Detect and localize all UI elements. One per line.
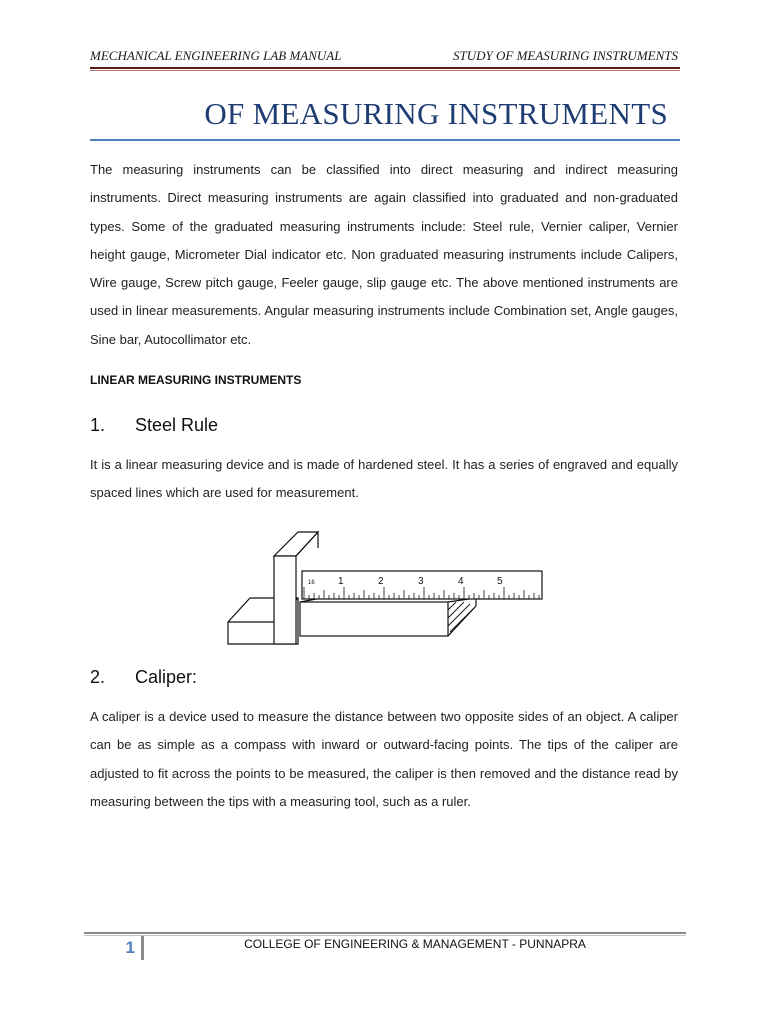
steel-rule-paragraph: It is a linear measuring device and is made of hardened steel. It has a series of engraved and equally spaced lines which are used for measurement. [90, 457, 678, 501]
page-header [90, 46, 678, 66]
caliper-paragraph: A caliper is a device used to measure the distance between two opposite sides of an object. A caliper can be as simple as a compass with inward or outward-facing points. The tips of the caliper are adjusted to fit across the points to be measured, the caliper is then removed and the distance read by measuring between the tips with a measuring tool, such as a ruler. [90, 709, 678, 809]
steel-rule-figure [226, 526, 546, 646]
section-subheading: LINEAR MEASURING INSTRUMENTS [90, 373, 302, 387]
header-rule [90, 67, 680, 69]
page-number: 1 [84, 936, 144, 960]
section-heading-steel-rule [90, 415, 218, 436]
page-title: OF MEASURING INSTRUMENTS [204, 96, 668, 131]
section-number: 2. [90, 667, 106, 687]
footer-rule-accent [84, 935, 686, 936]
footer-rule [84, 932, 686, 934]
scale-label: 1 [338, 576, 344, 587]
header-rule-accent [90, 70, 680, 71]
header-left-text: MECHANICAL ENGINEERING LAB MANUAL [90, 48, 342, 63]
scale-label: 4 [458, 576, 464, 587]
section-number: 1. [90, 415, 106, 435]
scale-label: 16 [308, 580, 315, 586]
section-heading-caliper [90, 667, 197, 688]
section-title: Caliper: [135, 667, 198, 687]
scale-label: 3 [418, 576, 424, 587]
scale-label: 2 [378, 576, 384, 587]
section-title: Steel Rule [135, 415, 219, 435]
title-underline [90, 139, 680, 141]
scale-label: 5 [497, 576, 503, 587]
footer-text: COLLEGE OF ENGINEERING & MANAGEMENT - PUNNAPRA [244, 937, 586, 951]
intro-paragraph: The measuring instruments can be classified into direct measuring and indirect measuring instruments. Direct measuring instruments are again classified into graduated and non-graduated types. Some of the graduated measuring instruments include: Steel rule, Vernier caliper, Vernier height gauge, Micrometer Dial indicator etc. Non graduated measuring instruments include Calipers, Wire gauge, Screw pitch gauge, Feeler gauge, slip gauge etc. The above mentioned instruments are used in linear measurements. Angular measuring instruments include Combination set, Angle gauges, Sine bar, Autocollimator etc. [90, 162, 678, 347]
header-right-text: STUDY OF MEASURING INSTRUMENTS [453, 48, 678, 63]
